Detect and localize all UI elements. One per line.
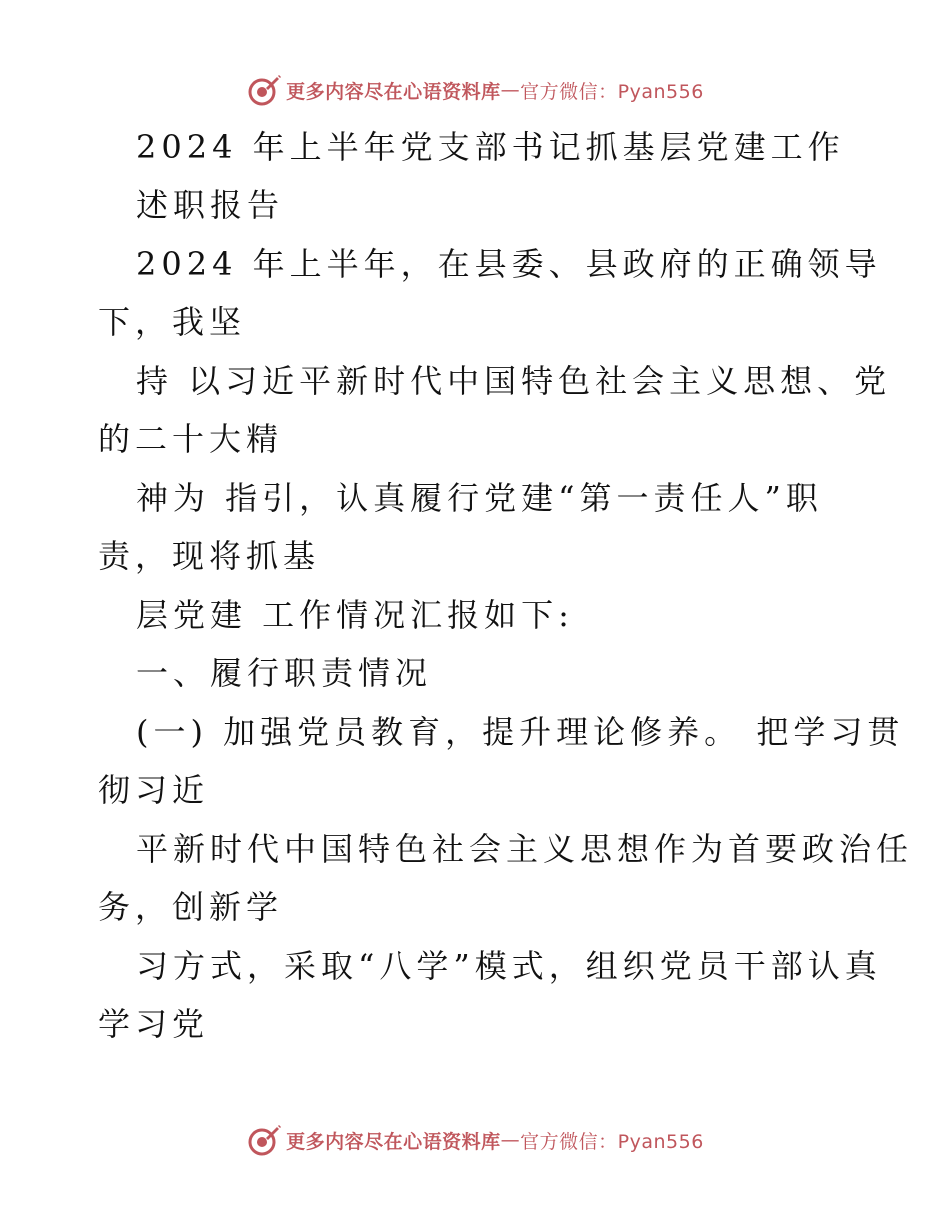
paragraph-line: 神为 指引，认真履行党建“第一责任人”职 <box>136 479 823 517</box>
watermark-dash: — <box>500 1129 521 1151</box>
document-title-line-2: 述职报告 <box>136 186 285 224</box>
paragraph-line: 习方式，采取“八学”模式，组织党员干部认真 <box>136 947 882 985</box>
watermark-footer <box>0 1120 950 1160</box>
watermark-contact: 官方微信：Pyan556 <box>520 1130 704 1153</box>
watermark-brand-text: 更多内容尽在心语资料库 <box>286 80 501 103</box>
paragraph-line: 的二十大精 <box>98 420 284 458</box>
paragraph-line: 持 以习近平新时代中国特色社会主义思想、党 <box>136 362 892 400</box>
watermark-brand-text: 更多内容尽在心语资料库 <box>286 1130 501 1153</box>
document-title-line-1: 2024 年上半年党支部书记抓基层党建工作 <box>136 128 845 166</box>
paragraph-line: 务，创新学 <box>98 888 284 926</box>
paragraph-line: 学习党 <box>98 1005 210 1043</box>
paragraph-line: 层党建 工作情况汇报如下: <box>136 596 574 634</box>
paragraph-line: 平新时代中国特色社会主义思想作为首要政治任 <box>136 830 914 868</box>
subsection-heading-line: (一) 加强党员教育，提升理论修养。 把学习贯 <box>136 713 905 751</box>
section-heading: 一、履行职责情况 <box>136 654 433 692</box>
paragraph-line: 下，我坚 <box>98 303 247 341</box>
paragraph-line: 2024 年上半年，在县委、县政府的正确领导 <box>136 245 882 283</box>
watermark-contact: 官方微信：Pyan556 <box>520 80 704 103</box>
pen-logo-icon <box>246 1122 282 1158</box>
watermark-header <box>0 70 950 110</box>
paragraph-line: 责，现将抓基 <box>98 537 321 575</box>
paragraph-line: 彻习近 <box>98 771 210 809</box>
pen-logo-icon <box>246 72 282 108</box>
watermark-dash: — <box>500 79 521 101</box>
